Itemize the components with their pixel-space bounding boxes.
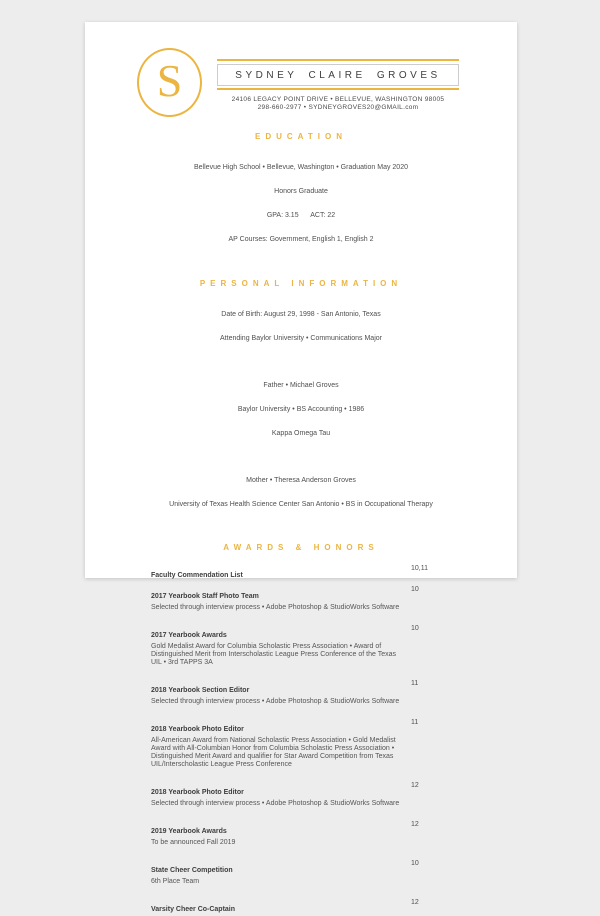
- section-education: [85, 132, 517, 260]
- contact-block: [197, 96, 479, 112]
- award-title: 2018 Yearbook Photo Editor: [151, 726, 244, 733]
- personal-line: Attending Baylor University • Communications Major: [220, 335, 382, 342]
- personal-line: Date of Birth: August 29, 1998 - San Antonio, Texas: [221, 311, 381, 318]
- award-title: 2017 Yearbook Staff Photo Team: [151, 593, 259, 600]
- award-page-numbers: 10,11: [411, 565, 428, 572]
- award-page-numbers: 12: [411, 821, 419, 828]
- award-description: 6th Place Team: [151, 878, 200, 885]
- award-description: Selected through interview process • Adobe Photoshop & StudioWorks Software: [151, 800, 400, 807]
- award-page-numbers: 12: [411, 899, 419, 906]
- personal-group-father: [85, 366, 517, 454]
- personal-line: Father • Michael Groves: [263, 382, 339, 389]
- award-title: 2019 Yearbook Awards: [151, 828, 227, 835]
- award-entry: [151, 718, 481, 769]
- award-title: Varsity Cheer Co-Captain: [151, 906, 236, 913]
- section-awards-honors: [85, 543, 517, 916]
- education-line: GPA: 3.15 ACT: 22: [266, 212, 336, 219]
- address-line: 24106 LEGACY POINT DRIVE • BELLEVUE, WASHINGTON 98005: [231, 96, 445, 103]
- award-entry: [151, 564, 481, 582]
- personal-group-mother: [85, 461, 517, 525]
- award-description: To be announced Fall 2019: [151, 839, 236, 846]
- award-page-numbers: 11: [411, 719, 419, 726]
- phone-email-line: 298-660-2977 • SYDNEYGROVES20@GMAIL.com: [257, 104, 419, 111]
- award-title: 2018 Yearbook Photo Editor: [151, 789, 244, 796]
- section-personal-information: [85, 279, 517, 525]
- resume-body: [85, 22, 517, 916]
- award-page-numbers: 10: [411, 625, 419, 632]
- award-title: Faculty Commendation List: [151, 572, 243, 579]
- education-line: Honors Graduate: [274, 188, 328, 195]
- personal-line: Kappa Omega Tau: [271, 430, 331, 437]
- award-entry: [151, 624, 481, 667]
- monogram-letter: S: [156, 55, 183, 106]
- award-page-numbers: 10: [411, 586, 419, 593]
- award-entry: [151, 820, 481, 847]
- award-title: 2017 Yearbook Awards: [151, 632, 227, 639]
- award-page-numbers: 12: [411, 782, 419, 789]
- awards-list: [151, 564, 517, 916]
- education-details: [85, 148, 517, 260]
- awards-honors-heading: AWARDS & HONORS: [223, 543, 379, 552]
- award-description: Selected through interview process • Adobe Photoshop & StudioWorks Software: [151, 604, 400, 611]
- personal-line: Baylor University • BS Accounting • 1986: [237, 406, 365, 413]
- resume-page: [85, 22, 517, 913]
- personal-line: Mother • Theresa Anderson Groves: [246, 477, 356, 484]
- personal-line: University of Texas Health Science Center San Antonio • BS in Occupational Therapy: [169, 501, 433, 508]
- award-entry: [151, 898, 481, 916]
- name-banner: [217, 59, 459, 90]
- award-title: State Cheer Competition: [151, 867, 233, 874]
- award-description: Selected through interview process • Adobe Photoshop & StudioWorks Software: [151, 698, 400, 705]
- education-line: AP Courses: Government, English 1, English 2: [228, 236, 374, 243]
- full-name: SYDNEY CLAIRE GROVES: [217, 64, 459, 86]
- award-entry: [151, 585, 481, 612]
- award-entry: [151, 679, 481, 706]
- personal-group-birth: [85, 295, 517, 359]
- monogram-badge: [137, 48, 202, 117]
- award-description: All-American Award from National Scholastic Press Association • Gold Medalist Award with All-Columbian Honor from Columbia Scholastic Press Association • Distinguished Merit Award and qualifier for Star Award Competition from Texas UIL/Interscholastic League Press Conference: [151, 737, 396, 768]
- award-page-numbers: 11: [411, 680, 419, 687]
- award-page-numbers: 10: [411, 860, 419, 867]
- award-entry: [151, 781, 481, 808]
- award-title: 2018 Yearbook Section Editor: [151, 687, 250, 694]
- education-line: Bellevue High School • Bellevue, Washington • Graduation May 2020: [194, 164, 408, 171]
- education-heading: EDUCATION: [255, 132, 347, 141]
- award-entry: [151, 859, 481, 886]
- award-description: Gold Medalist Award for Columbia Scholastic Press Association • Award of Distinguished Merit from Interscholastic League Press Conference of the Texas UIL • 3rd TAPPS 3A: [151, 643, 396, 666]
- personal-information-heading: PERSONAL INFORMATION: [199, 279, 403, 288]
